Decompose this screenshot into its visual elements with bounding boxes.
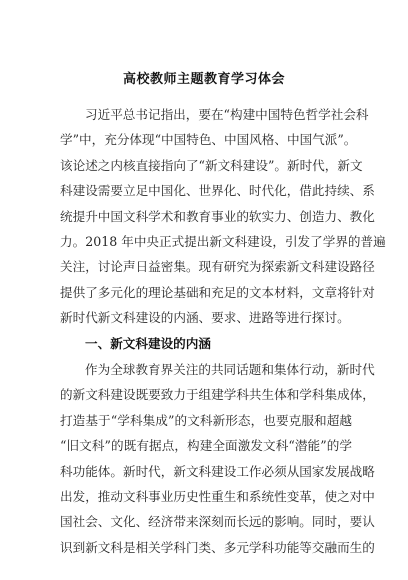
paragraph-line: 的新文科建设既要致力于组建学科共生体和学科集成体， <box>60 387 375 403</box>
paragraph-line: 关注，讨论声日益密集。现有研究为探索新文科建设路径 <box>60 259 375 275</box>
paragraph-line: 科建设需要立足中国化、世界化、时代化，借此持续、系 <box>60 183 375 199</box>
paragraph-intro <box>60 102 386 331</box>
paragraph-section-1 <box>60 357 375 560</box>
section-heading-container <box>60 331 352 356</box>
paragraph-line: “旧文科”的既有据点，构建全面激发文科“潜能”的学 <box>60 438 352 454</box>
paragraph-line: 新时代新文科建设的内涵、要求、进路等进行探讨。 <box>60 310 350 326</box>
paragraph-line: 科功能体。新时代，新文科建设工作必须从国家发展战略 <box>60 463 375 479</box>
paragraph-line: 习近平总书记指出，要在“构建中国特色哲学社会科 <box>85 107 369 122</box>
paragraph-line: 打造基于“学科集成”的文科新形态，也要克服和超越 <box>60 412 352 428</box>
paragraph-line: 该论述之内核直接指向了“新文科建设”。新时代，新文 <box>60 157 363 173</box>
paragraph-line: 统提升中国文科学术和教育事业的软实力、创造力、教化 <box>60 208 375 224</box>
paragraph-line: 识到新文科是相关学科门类、多元学科功能等交融而生的 <box>60 539 375 555</box>
section-heading: 一、新文科建设的内涵 <box>85 336 211 351</box>
paragraph-line: 提供了多元化的理论基础和充足的文本材料，文章将针对 <box>60 284 375 300</box>
document-title: 高校教师主题教育学习体会 <box>122 72 285 87</box>
paragraph-line: 国社会、文化、经济带来深刻而长远的影响。同时，要认 <box>60 514 375 530</box>
paragraph-line: 力。2018 年中央正式提出新文科建设，引发了学界的普遍 <box>60 233 386 249</box>
paragraph-line: 作为全球教育界关注的共同话题和集体行动，新时代 <box>85 362 375 377</box>
paragraph-line: 学”中，充分体现“中国特色、中国风格、中国气派”。 <box>60 132 357 148</box>
paragraph-line: 出发，推动文科事业历史性重生和系统性变革，使之对中 <box>60 488 375 504</box>
